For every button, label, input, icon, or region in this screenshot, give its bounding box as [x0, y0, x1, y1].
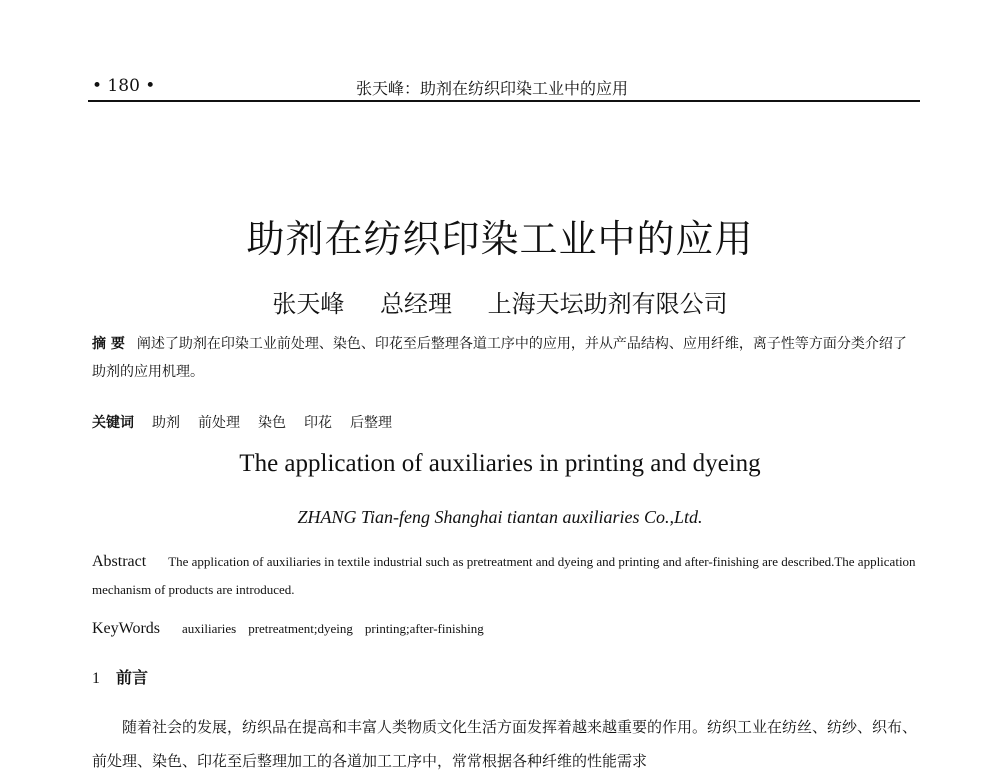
author-position-cn: 总经理 — [380, 290, 452, 318]
author-name-cn: 张天峰 — [272, 290, 345, 318]
keywords-en — [92, 620, 496, 638]
abstract-en-label: Abstract — [92, 553, 147, 570]
keywords-cn-label: 关键词 — [92, 415, 134, 431]
abstract-en — [92, 548, 920, 604]
section-heading — [92, 665, 148, 688]
abstract-cn-text: 阐述了助剂在印染工业前处理、染色、印花至后整理各道工序中的应用，并从产品结构、应用纤维，离子性等方面分类介绍了助剂的应用机理。 — [92, 336, 907, 380]
abstract-en-text: The application of auxiliaries in textile industrial such as pretreatment and dyeing and printing and after-finishing are described.The application mechanism of products are introduced. — [92, 554, 916, 597]
keyword-cn: 印花 — [304, 415, 332, 431]
keyword-cn: 助剂 — [152, 415, 180, 431]
keyword-cn: 染色 — [258, 415, 286, 431]
body-paragraph: 随着社会的发展，纺织品在提高和丰富人类物质文化生活方面发挥着越来越重要的作用。纺织工业在纺丝、纺纱、织布、前处理、染色、印花至后整理加工的各道加工工序中，常常根据各种纤维的性能需求 — [92, 718, 918, 770]
section-title: 前言 — [116, 668, 149, 687]
paper-title-cn: 助剂在纺织印染工业中的应用 — [246, 217, 754, 261]
author-affiliation-cn: 上海天坛助剂有限公司 — [487, 290, 728, 318]
keyword-cn: 后整理 — [350, 415, 392, 431]
keywords-cn — [92, 412, 410, 432]
section-number: 1 — [92, 670, 100, 687]
abstract-cn — [92, 330, 920, 386]
running-title: 张天峰：助剂在纺织印染工业中的应用 — [356, 79, 629, 98]
authors-cn — [0, 284, 1000, 319]
keyword-en: auxiliaries — [182, 621, 237, 636]
page-number: • 180 • — [92, 76, 156, 96]
keyword-en: printing;after-finishing — [364, 621, 484, 636]
paper-title-en: The application of auxiliaries in printing and dyeing — [239, 450, 761, 477]
keyword-cn: 前处理 — [198, 415, 240, 431]
abstract-cn-label: 摘 要 — [92, 336, 125, 352]
header-rule — [88, 100, 920, 102]
authors-en: ZHANG Tian-feng Shanghai tiantan auxiliaries Co.,Ltd. — [297, 507, 703, 527]
keyword-en: pretreatment;dyeing — [248, 621, 353, 636]
keywords-en-label: KeyWords — [92, 620, 161, 637]
